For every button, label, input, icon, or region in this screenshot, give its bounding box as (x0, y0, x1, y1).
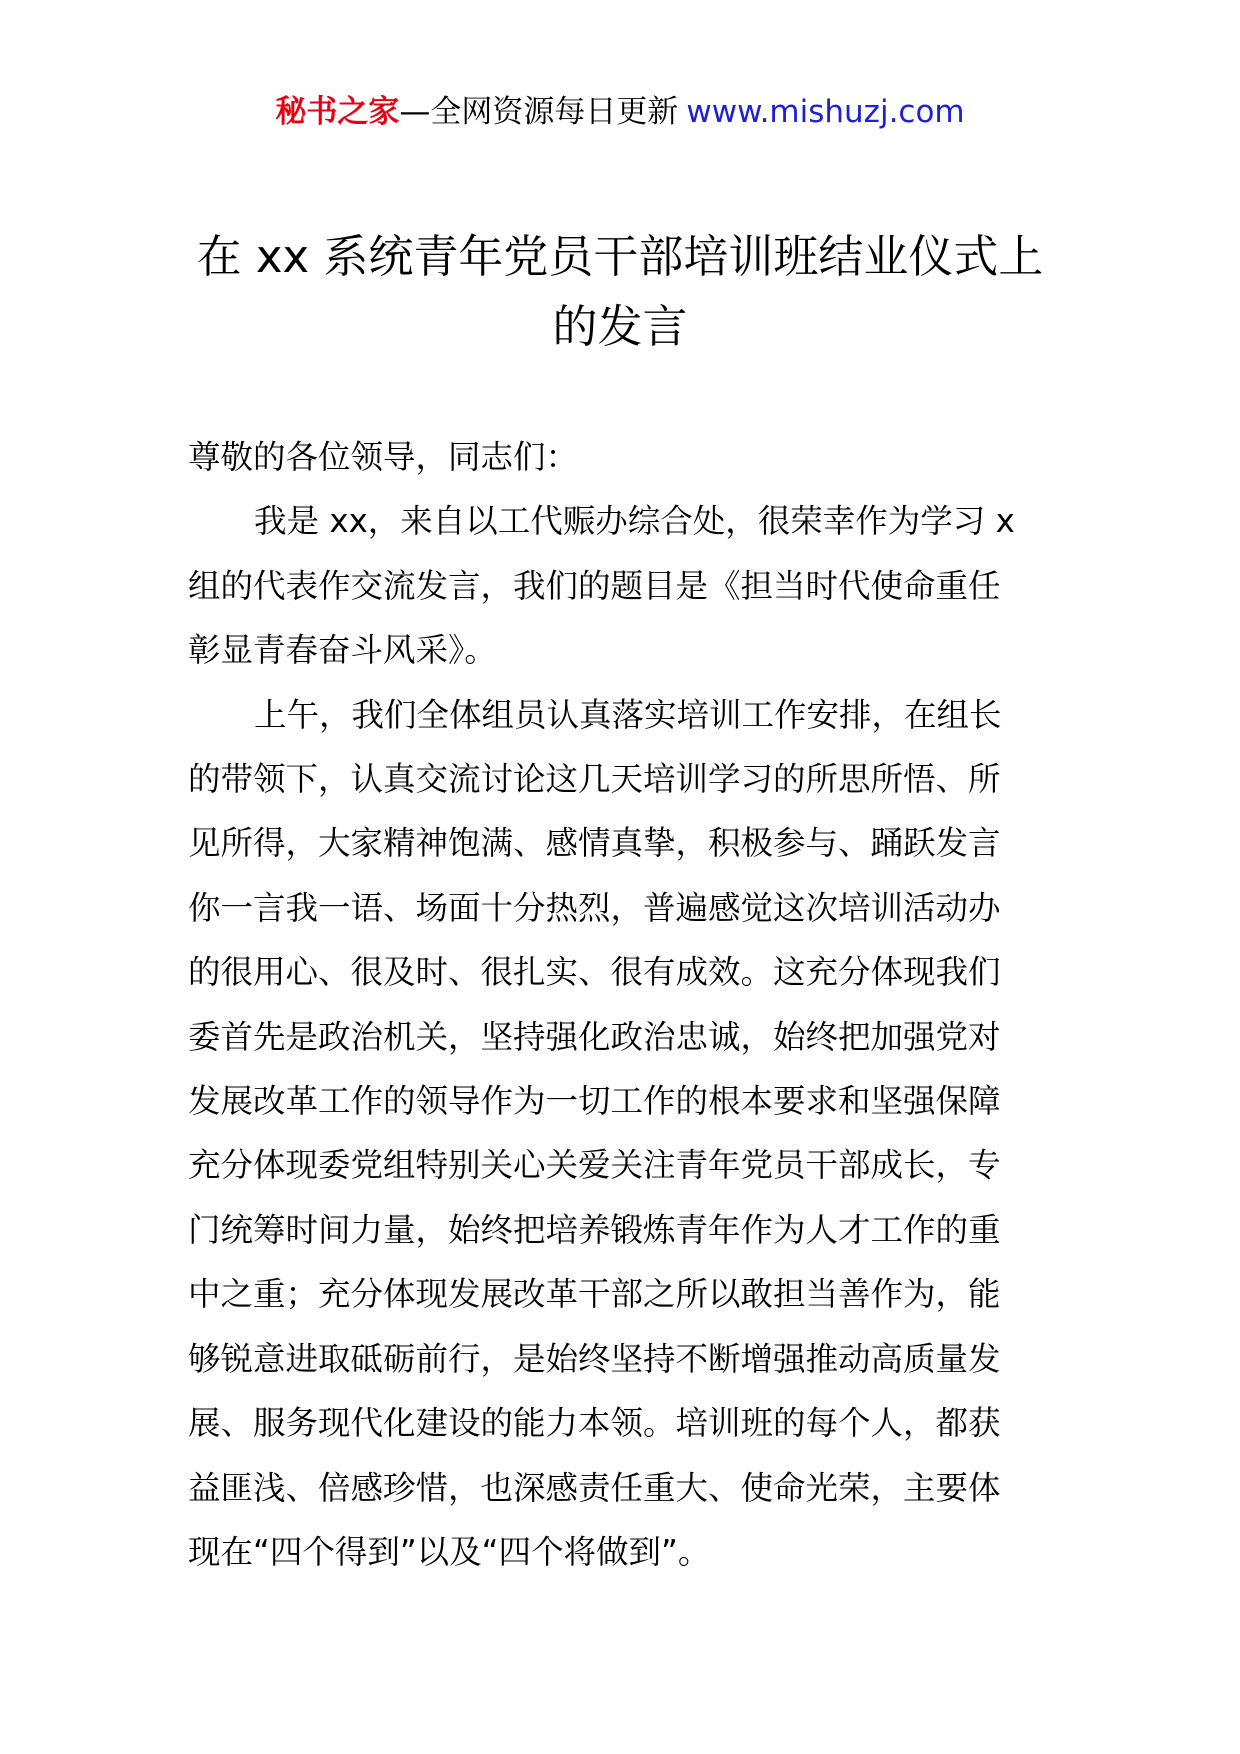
paragraph-line: 的很用心、很及时、很扎实、很有成效。这充分体现我们 (188, 953, 1001, 992)
document-title (180, 222, 1060, 362)
paragraph-line: 上午，我们全体组员认真落实培训工作安排，在组长 (254, 695, 1002, 734)
salutation: 尊敬的各位领导，同志们： (188, 438, 579, 476)
title-line-1: 在 xx 系统青年党员干部培训班结业仪式上 (196, 230, 1044, 283)
paragraph-line: 充分体现委党组特别关心关爱关注青年党员干部成长，专 (188, 1146, 1001, 1185)
paragraph-line: 中之重；充分体现发展改革干部之所以敢担当善作为，能 (188, 1275, 1001, 1314)
brand-name: 秘书之家 (275, 94, 400, 130)
paragraph-line: 够锐意进取砥砺前行，是始终坚持不断增强推动高质量发 (188, 1339, 1001, 1378)
title-line-2: 的发言 (552, 300, 688, 353)
document-body (188, 425, 1054, 1584)
paragraph-line: 发展改革工作的领导作为一切工作的根本要求和坚强保障 (188, 1082, 1001, 1121)
paragraph-line: 门统筹时间力量，始终把培养锻炼青年作为人才工作的重 (188, 1210, 1001, 1249)
header-tagline: —全网资源每日更新 (399, 94, 679, 130)
site-url-link[interactable]: www.mishuzj.com (686, 94, 965, 130)
paragraph-line: 彰显青春奋斗风采》。 (188, 631, 497, 670)
paragraph-line: 你一言我一语、场面十分热烈，普遍感觉这次培训活动办 (188, 888, 1001, 927)
paragraph-1 (188, 489, 1054, 682)
paragraph-line: 展、服务现代化建设的能力本领。培训班的每个人，都获 (188, 1404, 1001, 1443)
paragraph-line: 见所得，大家精神饱满、感情真挚，积极参与、踊跃发言 (188, 824, 1001, 863)
paragraph-line: 我是 xx，来自以工代赈办综合处，很荣幸作为学习 x (254, 502, 1015, 541)
paragraph-line: 委首先是政治机关，坚持强化政治忠诚，始终把加强党对 (188, 1017, 1001, 1056)
paragraph-line: 组的代表作交流发言，我们的题目是《担当时代使命重任 (188, 566, 1001, 605)
paragraph-2 (188, 683, 1054, 1585)
paragraph-line: 益匪浅、倍感珍惜，也深感责任重大、使命光荣，主要体 (188, 1468, 1001, 1507)
site-header (0, 92, 1240, 132)
paragraph-line: 现在“四个得到”以及“四个将做到”。 (188, 1532, 711, 1571)
paragraph-line: 的带领下，认真交流讨论这几天培训学习的所思所悟、所 (188, 760, 1001, 799)
